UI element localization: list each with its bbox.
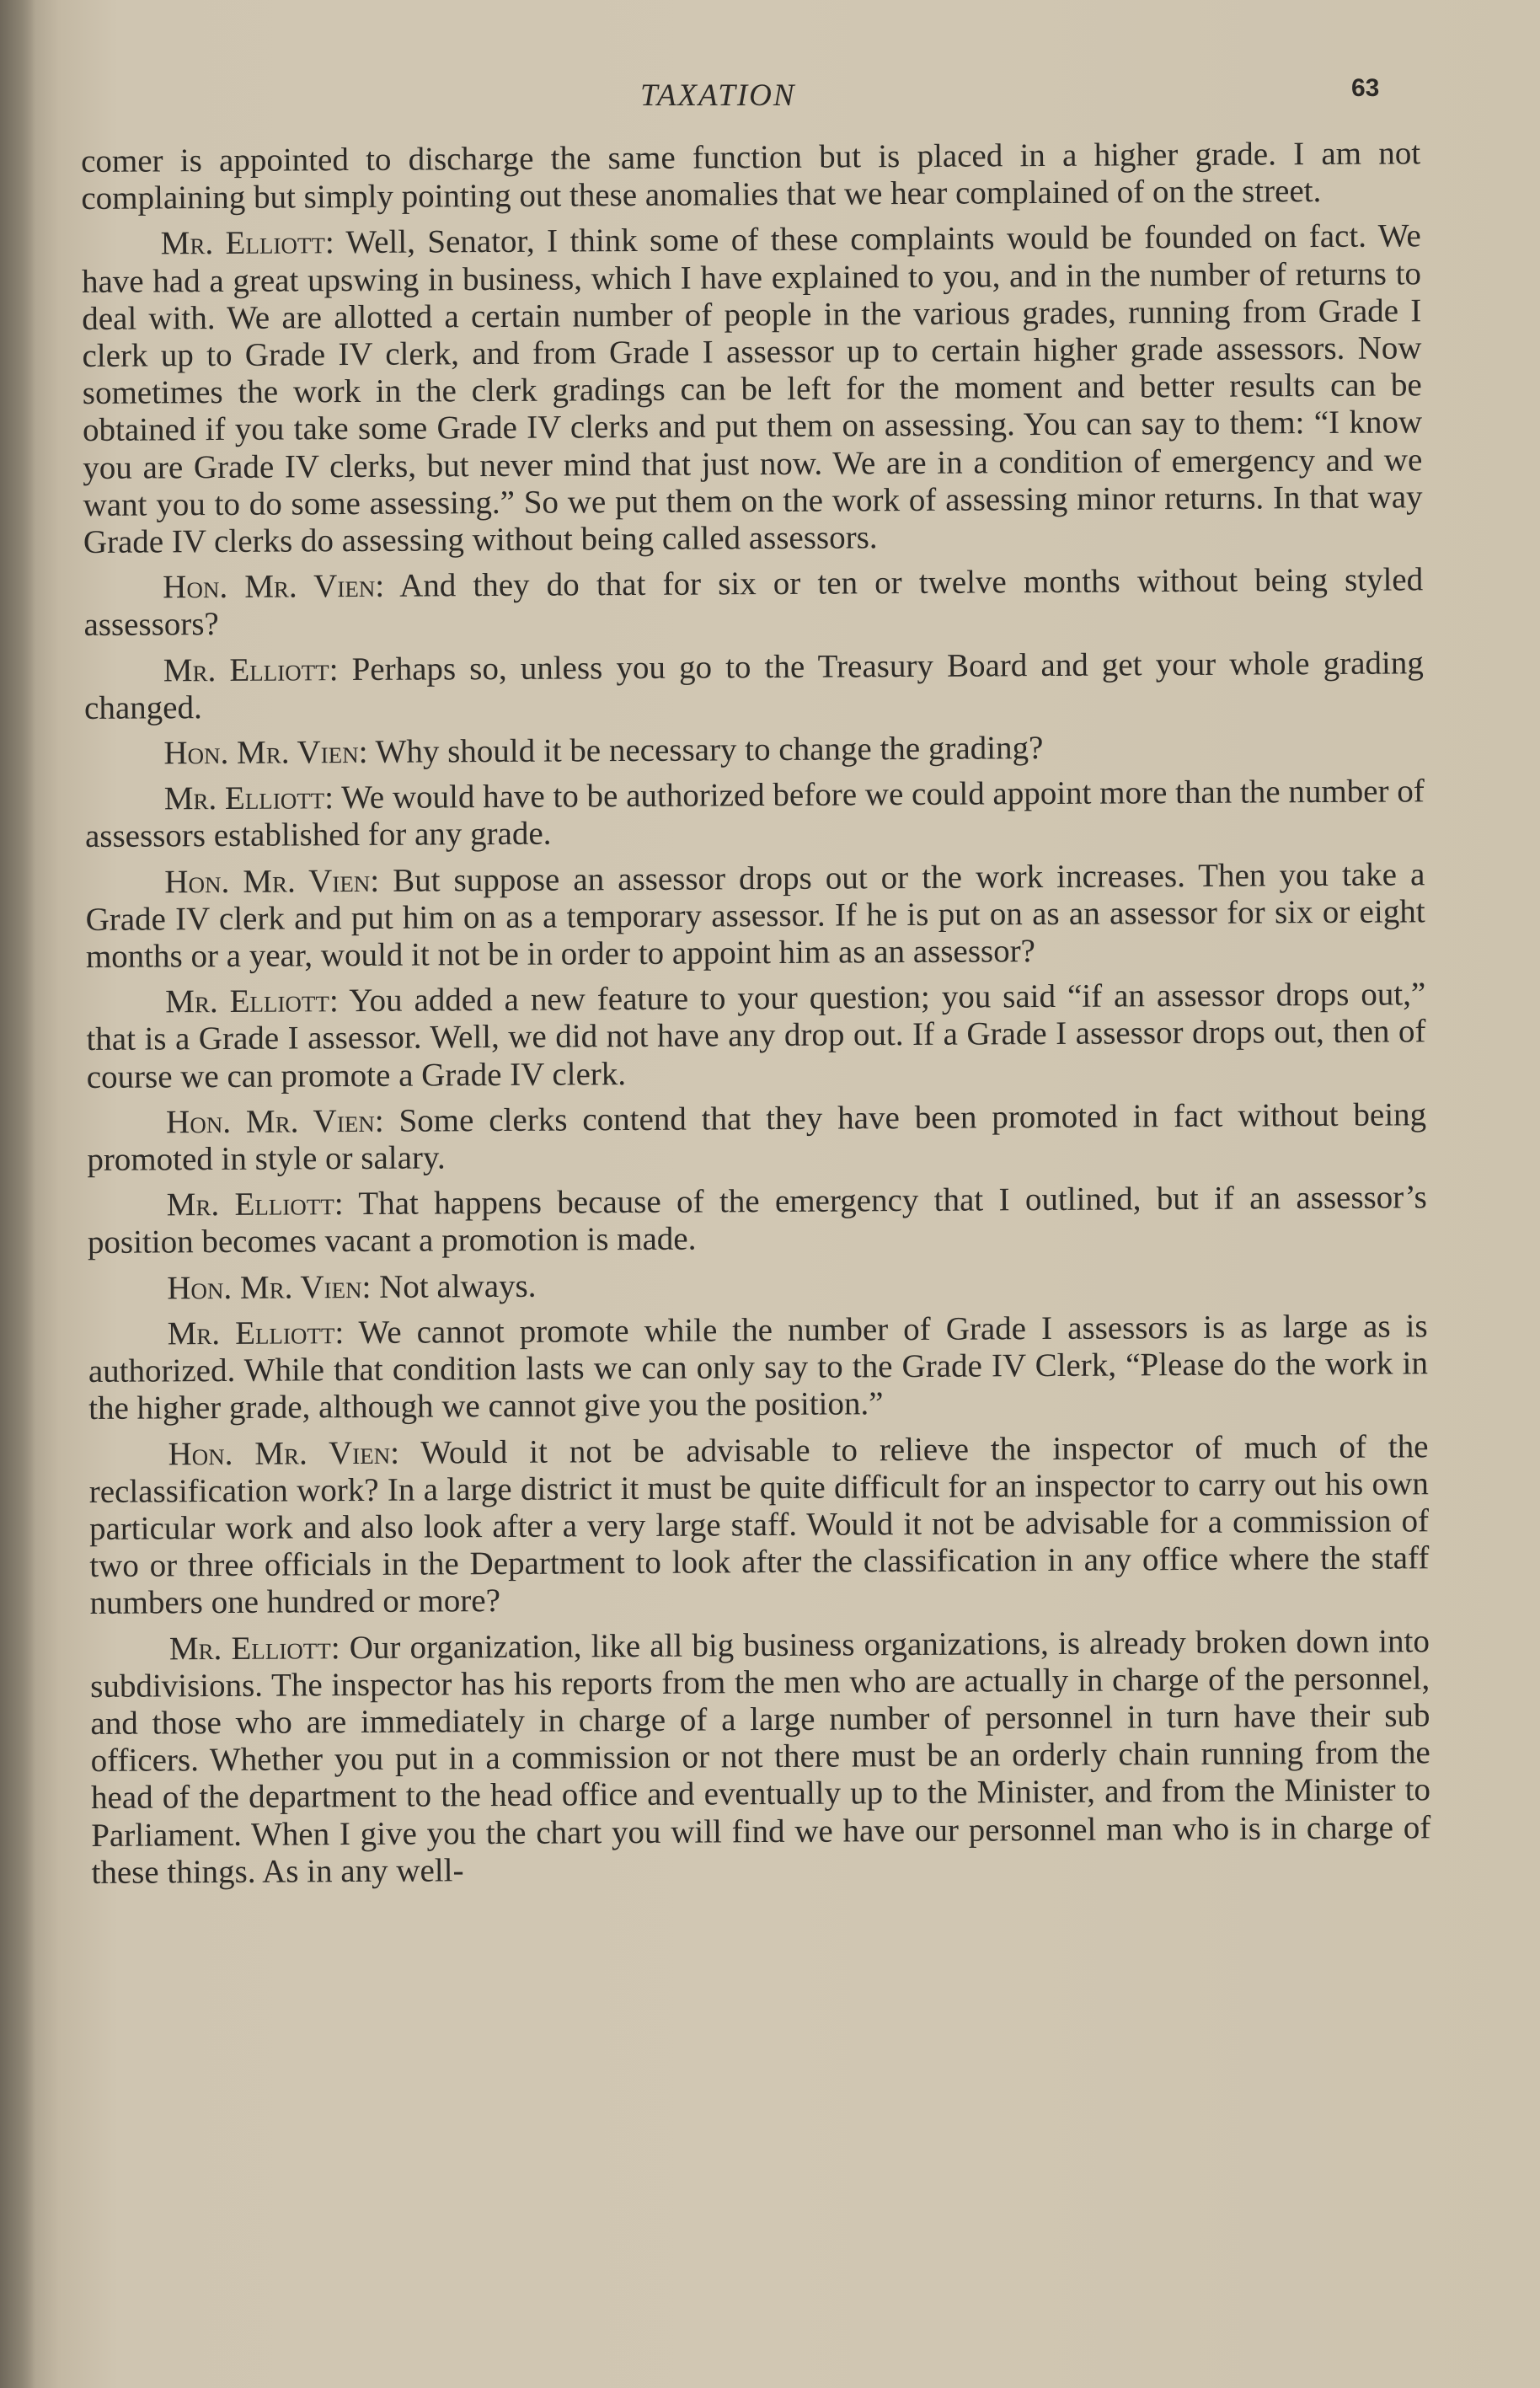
paragraph-text: Perhaps so, unless you go to the Treasury Board and get your whole grading changed. (83, 644, 1424, 726)
running-title: TAXATION (640, 78, 796, 113)
speaker-name: Hon. Mr. Vien: (168, 1434, 400, 1472)
speaker-name: Mr. Elliott: (160, 224, 334, 262)
speaker-name: Mr. Elliott: (166, 1186, 344, 1223)
transcript-body (81, 135, 1431, 1900)
testimony-paragraph (86, 977, 1426, 1096)
paragraph-text: comer is appointed to discharge the same function but is placed in a higher grade. I am not complaining but simply pointing out these anomalies that we hear complained of on the street. (81, 135, 1421, 217)
speaker-name: Hon. Mr. Vien: (165, 1102, 384, 1141)
testimony-paragraph (85, 774, 1425, 856)
paragraph-text: And they do that for six or ten or twelve months without being styled assessors? (83, 561, 1424, 644)
testimony-paragraph (88, 1180, 1428, 1262)
testimony-paragraph (83, 562, 1424, 645)
testimony-paragraph (82, 218, 1423, 562)
paragraph-text: Well, Senator, I think some of these complaints would be founded on fact. We have had a great upswing in business, which I have explained to you, and in the number of returns to deal with. We are allotted a certain number of people in the various grades, running from Grade I clerk up to Grade IV clerk, and from Grade I assessor up to certain higher grade assessors. Now sometimes the work in the clerk gradings can be left for the moment and better results can be obtained if you take some Grade IV clerks and put them on assessing. You can say to them: “I know you are Grade IV clerks, but never mind that just now. We are in a condition of emergency and we want you to do some assessing.” So we put them on the work of assessing minor returns. In that way Grade IV clerks do assessing without being called assessors. (81, 217, 1423, 561)
paragraph-text: We would have to be authorized before we could appoint more than the number of assessors established for any grade. (84, 773, 1425, 855)
speaker-name: Hon. Mr. Vien: (167, 1268, 372, 1307)
paragraph-text: Some clerks contend that they have been promoted in fact without being promoted in style or salary. (87, 1096, 1427, 1179)
testimony-paragraph (84, 727, 1424, 773)
page-header (0, 74, 1540, 125)
speaker-name: Mr. Elliott: (168, 1629, 340, 1667)
paragraph-text: Would it not be advisable to relieve the inspector of much of the reclassification work? In a large district it must be quite difficult for an inspector to carry out his own particular work and also look after a very large staff. Would it not be advisable for a commission of two or three officials in the Department to look after the classification in any office where the staff numbers one hundred or more? (88, 1427, 1430, 1622)
testimony-paragraph (88, 1428, 1429, 1623)
testimony-paragraph (88, 1308, 1429, 1427)
paragraph-text: Not always. (379, 1267, 537, 1305)
paragraph-text: But suppose an assessor drops out or the work increases. Then you take a Grade IV clerk and put him on as a temporary assessor. If he is put on as an assessor for six or eight months or a year, would it not be in order to appoint him as an assessor? (85, 855, 1425, 976)
page-number: 63 (1351, 74, 1380, 102)
speaker-name: Mr. Elliott: (163, 779, 334, 817)
speaker-name: Hon. Mr. Vien: (163, 733, 368, 772)
testimony-paragraph (90, 1623, 1431, 1892)
speaker-name: Hon. Mr. Vien: (164, 862, 380, 901)
paragraph-text: You added a new feature to your question; you said “if an assessor drops out,” that is a Grade I assessor. Well, we did not have any drop out. If a Grade I assessor drops out, then of course we can promote a Grade IV clerk. (86, 976, 1426, 1095)
speaker-name: Mr. Elliott: (167, 1314, 345, 1352)
testimony-paragraph (88, 1262, 1427, 1308)
speaker-name: Hon. Mr. Vien: (163, 568, 385, 606)
testimony-paragraph (87, 1096, 1427, 1179)
testimony-paragraph (84, 645, 1425, 727)
testimony-paragraph (85, 856, 1425, 976)
speaker-name: Mr. Elliott: (165, 983, 339, 1020)
speaker-name: Mr. Elliott: (163, 651, 339, 689)
paragraph-text: Our organization, like all big business organizations, is already broken down into subdivisions. The inspector has his reports from the men who are actually in charge of the personnel, and those who are immediately in charge of a large number of personnel in turn have their sub officers. Whether you put in a commission or not there must be an orderly chain running from the head of the department to the head office and eventually up to the Minister, and from the Minister to Parliament. When I give you the chart you will find we have our personnel man who is in charge of these things. As in any well- (90, 1622, 1431, 1891)
page-binding-shadow (0, 0, 35, 2388)
paragraph-text: That happens because of the emergency that I outlined, but if an assessor’s position becomes vacant a promotion is made. (87, 1179, 1427, 1261)
paragraph-continuation (81, 135, 1421, 217)
paragraph-text: We cannot promote while the number of Grade I assessors is as large as is authorized. While that condition lasts we can only say to the Grade IV Clerk, “Please do the work in the higher grade, although we cannot give you the position.” (88, 1308, 1429, 1427)
paragraph-text: Why should it be necessary to change the grading? (375, 730, 1044, 770)
